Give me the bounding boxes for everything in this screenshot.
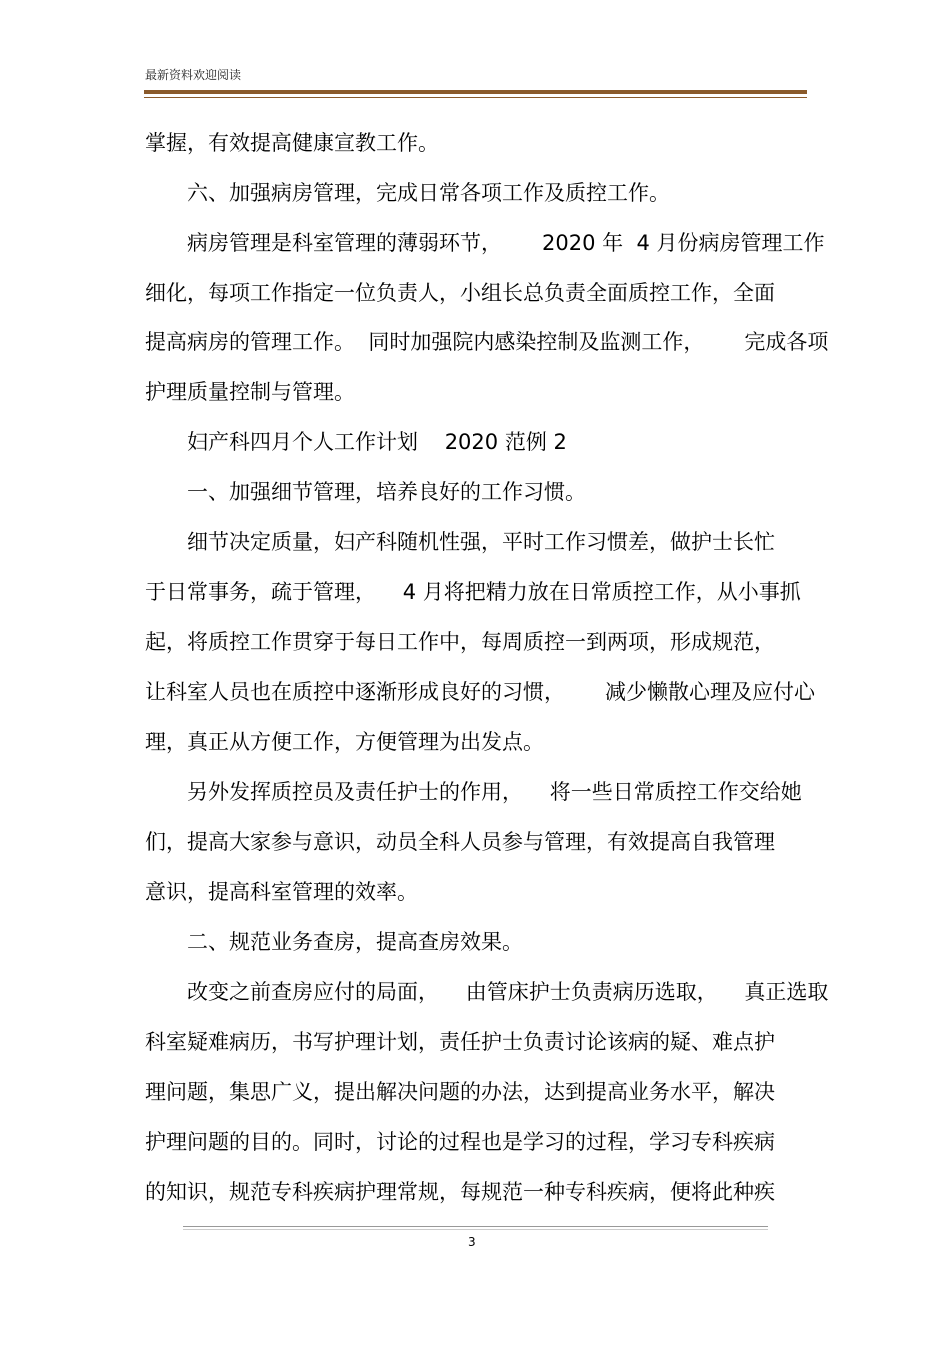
body-line: 让科室人员也在质控中逐渐形成良好的习惯， 减少懒散心理及应付心: [145, 680, 816, 704]
footer-rule-shadow: [183, 1229, 768, 1230]
body-line: 的知识，规范专科疾病护理常规，每规范一种专科疾病，便将此种疾: [145, 1180, 775, 1204]
body-line: 另外发挥质控员及责任护士的作用， 将一些日常质控工作交给她: [187, 780, 802, 804]
body-line: 细化，每项工作指定一位负责人，小组长总负责全面质控工作，全面: [145, 281, 775, 305]
header-text: 最新资料欢迎阅读: [145, 68, 242, 82]
body-line: 护理质量控制与管理。: [145, 380, 355, 404]
section-heading: 二、规范业务查房，提高查房效果。: [187, 930, 523, 954]
document-subtitle: 妇产科四月个人工作计划 2020 范例 2: [187, 430, 567, 454]
body-line: 细节决定质量，妇产科随机性强，平时工作习惯差，做护士长忙: [187, 530, 775, 554]
body-line: 提高病房的管理工作。 同时加强院内感染控制及监测工作， 完成各项: [145, 330, 829, 354]
header-rule-thick: [144, 90, 807, 94]
body-line: 于日常事务，疏于管理， 4 月将把精力放在日常质控工作，从小事抓: [145, 580, 801, 604]
body-line: 意识，提高科室管理的效率。: [145, 880, 418, 904]
body-line: 理问题，集思广义，提出解决问题的办法，达到提高业务水平，解决: [145, 1080, 775, 1104]
body-line: 改变之前查房应付的局面， 由管床护士负责病历选取， 真正选取: [187, 980, 829, 1004]
footer-rule: [183, 1226, 768, 1227]
section-heading: 一、加强细节管理，培养良好的工作习惯。: [187, 480, 586, 504]
body-line: 起，将质控工作贯穿于每日工作中，每周质控一到两项，形成规范，: [145, 630, 775, 654]
body-line: 掌握，有效提高健康宣教工作。: [145, 131, 439, 155]
body-line: 护理问题的目的。同时，讨论的过程也是学习的过程，学习专科疾病: [145, 1130, 775, 1154]
body-line: 科室疑难病历，书写护理计划，责任护士负责讨论该病的疑、难点护: [145, 1030, 775, 1054]
header-rule-thin: [144, 97, 807, 98]
body-line: 病房管理是科室管理的薄弱环节， 2020 年 4 月份病房管理工作: [187, 231, 825, 255]
body-line: 们，提高大家参与意识，动员全科人员参与管理，有效提高自我管理: [145, 830, 775, 854]
section-heading: 六、加强病房管理，完成日常各项工作及质控工作。: [187, 181, 670, 205]
page-number: 3: [468, 1235, 476, 1249]
body-line: 理，真正从方便工作，方便管理为出发点。: [145, 730, 544, 754]
